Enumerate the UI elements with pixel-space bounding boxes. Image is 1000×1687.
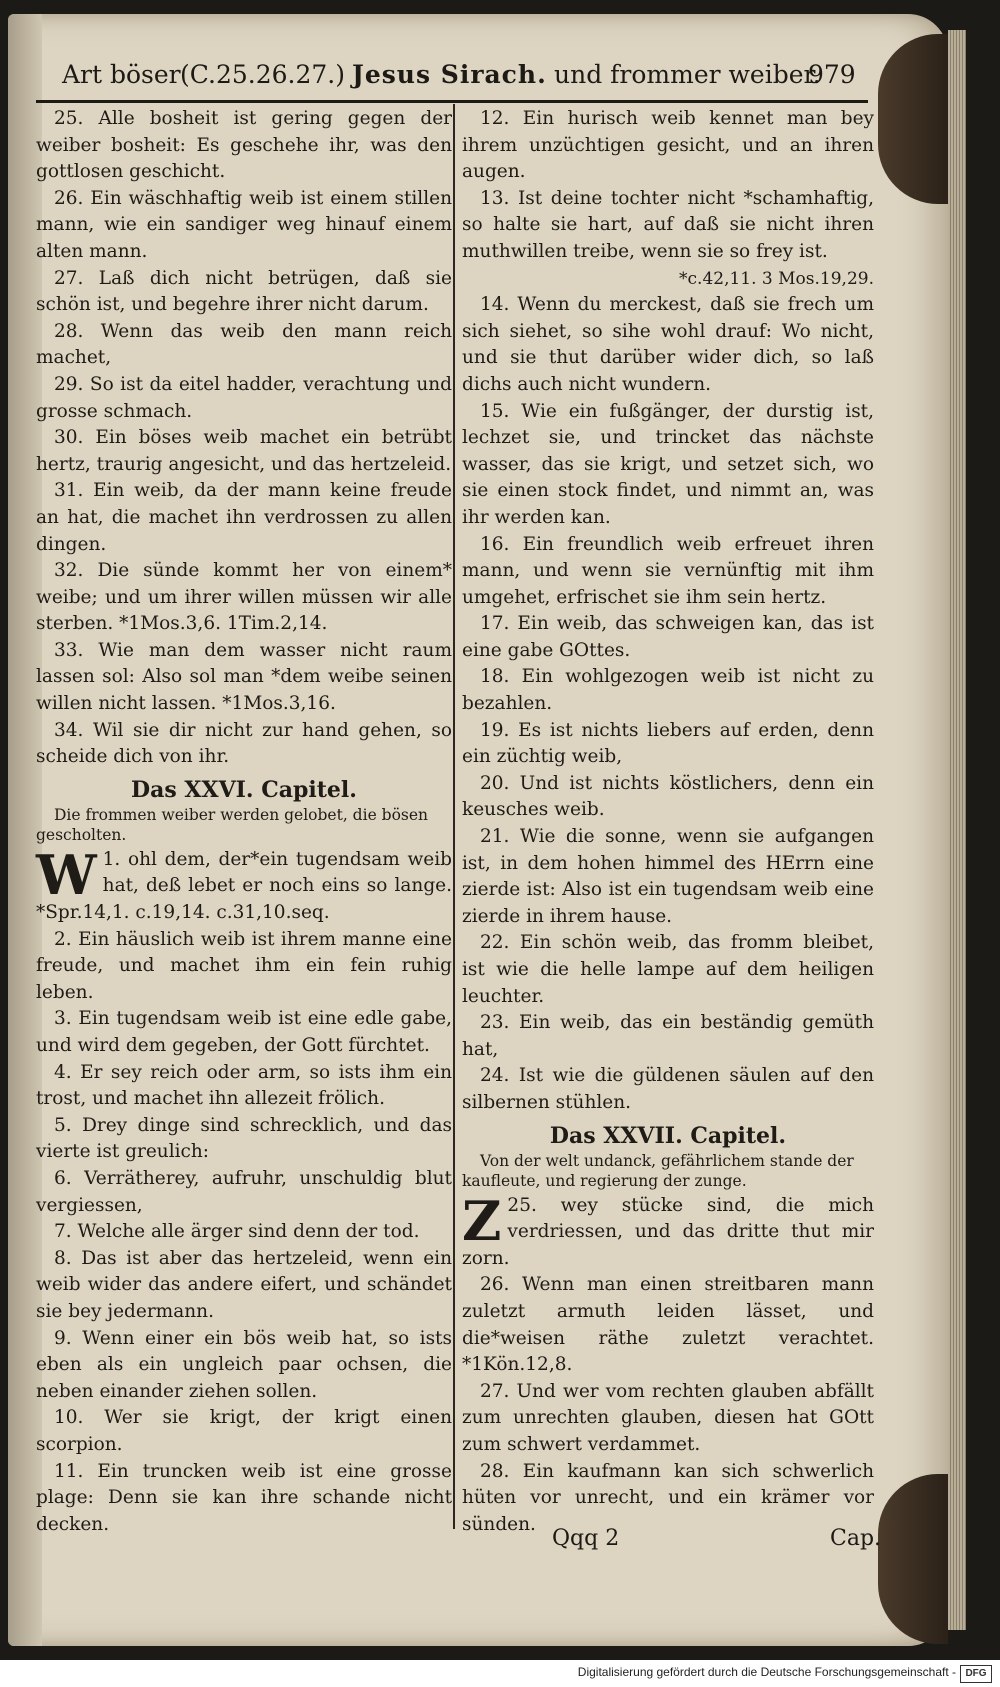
- verse: 25. Alle bosheit ist gering gegen der weiber bosheit: Es geschehe ihr, was den gottlosen geschicht.: [36, 108, 452, 183]
- column-divider: [453, 104, 455, 1529]
- verse: 7. Welche alle ärger sind denn der tod.: [54, 1221, 420, 1243]
- signature-mark: Qqq 2: [552, 1526, 620, 1551]
- cross-reference: *c.42,11. 3 Mos.19,29.: [679, 268, 874, 289]
- running-head-reference: (C.25.26.27.): [180, 60, 345, 89]
- running-head-left: Art böser: [62, 60, 181, 89]
- chapter-summary: Von der welt undanck, gefährlichem stande der kaufleute, und regierung der zunge.: [462, 1151, 854, 1190]
- verse-list: [36, 106, 452, 771]
- verse: 27. Laß dich nicht betrügen, daß sie schön ist, und begehre ihrer nicht darum.: [36, 267, 452, 316]
- first-verse: [36, 842, 452, 927]
- verse: 34. Wil sie dir nicht zur hand gehen, so scheide dich von ihr.: [36, 719, 452, 768]
- verse: 13. Ist deine tochter nicht *schamhaftig, so halte sie hart, auf daß sie nicht ihren muthwillen treibe, wenn sie so frey ist.: [462, 187, 874, 262]
- verse: 28. Ein kaufmann kan sich schwerlich hüten vor unrecht, und ein krämer vor sünden.: [462, 1460, 874, 1535]
- chapter-heading: Das XXVII. Capitel.: [549, 1122, 787, 1149]
- right-column: [462, 106, 874, 1538]
- clasp-bottom: [878, 1474, 948, 1644]
- verse-list: [462, 292, 874, 1116]
- verse: 2. Ein häuslich weib ist ihrem manne eine freude, und machet ihm ein fein ruhig leben.: [36, 928, 452, 1003]
- chapter-summary: Die frommen weiber werden gelobet, die bösen gescholten.: [36, 805, 429, 844]
- verse: 19. Es ist nichts liebers auf erden, denn ein züchtig weib,: [462, 719, 874, 768]
- verse: 10. Wer sie krigt, der krigt einen scorpion.: [36, 1407, 452, 1455]
- verse: 4. Er sey reich oder arm, so ists ihm ein trost, und machet ihn allezeit frölich.: [36, 1061, 452, 1110]
- drop-initial: W: [36, 842, 97, 907]
- verse: 24. Ist wie die güldenen säulen auf den silbernen stühlen.: [462, 1065, 874, 1113]
- verse: 5. Drey dinge sind schrecklich, und das vierte ist greulich:: [36, 1114, 452, 1163]
- verse: 17. Ein weib, das schweigen kan, das ist eine gabe GOttes.: [462, 613, 874, 661]
- catchword: Cap.: [830, 1526, 882, 1551]
- verse: 29. So ist da eitel hadder, verachtung und grosse schmach.: [36, 373, 452, 422]
- verse: 26. Ein wäschhaftig weib ist einem stillen mann, wie ein sandiger weg hinauf einem alten mann.: [36, 187, 452, 262]
- verse: 6. Verrätherey, aufruhr, unschuldig blut vergiessen,: [36, 1167, 452, 1216]
- verse: 30. Ein böses weib machet ein betrübt hertz, traurig angesicht, und das hertzeleid.: [36, 427, 452, 475]
- running-head: [62, 60, 870, 94]
- verse: 11. Ein truncken weib ist eine grosse plage: Denn sie kan ihre schande nicht decken.: [36, 1460, 452, 1535]
- page-number: 979: [808, 60, 856, 89]
- verse: 33. Wie man dem wasser nicht raum lassen sol: Also sol man *dem weibe seinen willen nicht lassen. *1Mos.3,16.: [36, 639, 452, 715]
- page-edges: [948, 30, 966, 1630]
- verse: 15. Wie ein fußgänger, der durstig ist, lechzet sie, und trincket das nächste wasser, das sie krigt, und setzet sich, wo sie einen stock findet, und nimmt an, was ihr werden kan.: [462, 400, 874, 528]
- left-column: [36, 106, 452, 1538]
- verse: 20. Und ist nichts köstlichers, denn ein keusches weib.: [462, 772, 874, 821]
- verse: 26. Wenn man einen streitbaren mann zuletzt armuth leiden lässet, und die*weisen räthe zuletzt verachtet. *1Kön.12,8.: [462, 1274, 874, 1376]
- verse-number: 1.: [102, 848, 121, 870]
- verse: 32. Die sünde kommt her von einem* weibe; und um ihrer willen müssen wir alle sterben. *1Mos.3,6. 1Tim.2,14.: [36, 560, 452, 635]
- verse: 31. Ein weib, da der mann keine freude an hat, die machet ihn verdrossen zu allen dingen.: [36, 480, 452, 555]
- verse: 14. Wenn du merckest, daß sie frech um sich siehet, so sihe wohl drauf: Wo nicht, und sie thut darüber wider dich, so laß dichs auch nicht wundern.: [462, 294, 874, 395]
- verse: 22. Ein schön weib, das fromm bleibet, ist wie die helle lampe auf dem heiligen leuchter.: [462, 932, 874, 1007]
- header-rule: [36, 100, 868, 103]
- first-verse: [462, 1188, 874, 1273]
- verse-list: [462, 1272, 874, 1538]
- verse: 21. Wie die sonne, wenn sie aufgangen ist, in dem hohen himmel des HErrn eine zierde ist: Also ist ein tugendsam weib eine zierde in ihrem hause.: [462, 826, 874, 927]
- verse-list: [462, 106, 874, 266]
- credit-bar: [0, 1660, 1000, 1687]
- chapter-heading: Das XXVI. Capitel.: [131, 776, 357, 803]
- verse-list: [36, 927, 452, 1539]
- verse: 9. Wenn einer ein bös weib hat, so ists eben als ein ungleich paar ochsen, die neben einander ziehen sollen.: [36, 1327, 452, 1402]
- drop-initial: Z: [462, 1188, 502, 1253]
- page-footer: [540, 1526, 880, 1556]
- verse: 3. Ein tugendsam weib ist eine edle gabe, und wird dem gegeben, der Gott fürchtet.: [36, 1008, 452, 1056]
- first-verse-text: wey stücke sind, die mich verdriessen, und das dritte thut mir zorn.: [462, 1194, 874, 1269]
- verse: 23. Ein weib, das ein beständig gemüth hat,: [462, 1012, 874, 1060]
- credit-text: Digitalisierung gefördert durch die Deutsche Forschungsgemeinschaft -: [577, 1665, 956, 1679]
- verse: 12. Ein hurisch weib kennet man bey ihrem unzüchtigen gesicht, und an ihren augen.: [462, 108, 874, 183]
- verse-number: 25.: [507, 1194, 537, 1216]
- first-verse-text: ohl dem, der*ein tugendsam weib hat, deß lebet er noch eins so lange. *Spr.14,1. c.19,14. c.31,10.seq.: [36, 848, 452, 924]
- running-head-title: Jesus Sirach.: [352, 60, 547, 89]
- verse: 8. Das ist aber das hertzeleid, wenn ein weib wider das andere eifert, und schändet sie bey jedermann.: [36, 1247, 452, 1322]
- verse: 28. Wenn das weib den mann reich machet,: [36, 320, 452, 369]
- running-head-right: und frommer weiber.: [554, 60, 821, 89]
- verse: 16. Ein freundlich weib erfreuet ihren mann, und wenn sie vernünftig mit ihm umgehet, erfrischet sie ihm sein hertz.: [462, 533, 874, 608]
- dfg-logo: DFG: [960, 1665, 992, 1683]
- verse: 18. Ein wohlgezogen weib ist nicht zu bezahlen.: [462, 666, 874, 715]
- clasp-top: [878, 34, 948, 204]
- verse: 27. Und wer vom rechten glauben abfällt zum unrechten glauben, diesen hat GOtt zum schwert verdammet.: [462, 1380, 874, 1455]
